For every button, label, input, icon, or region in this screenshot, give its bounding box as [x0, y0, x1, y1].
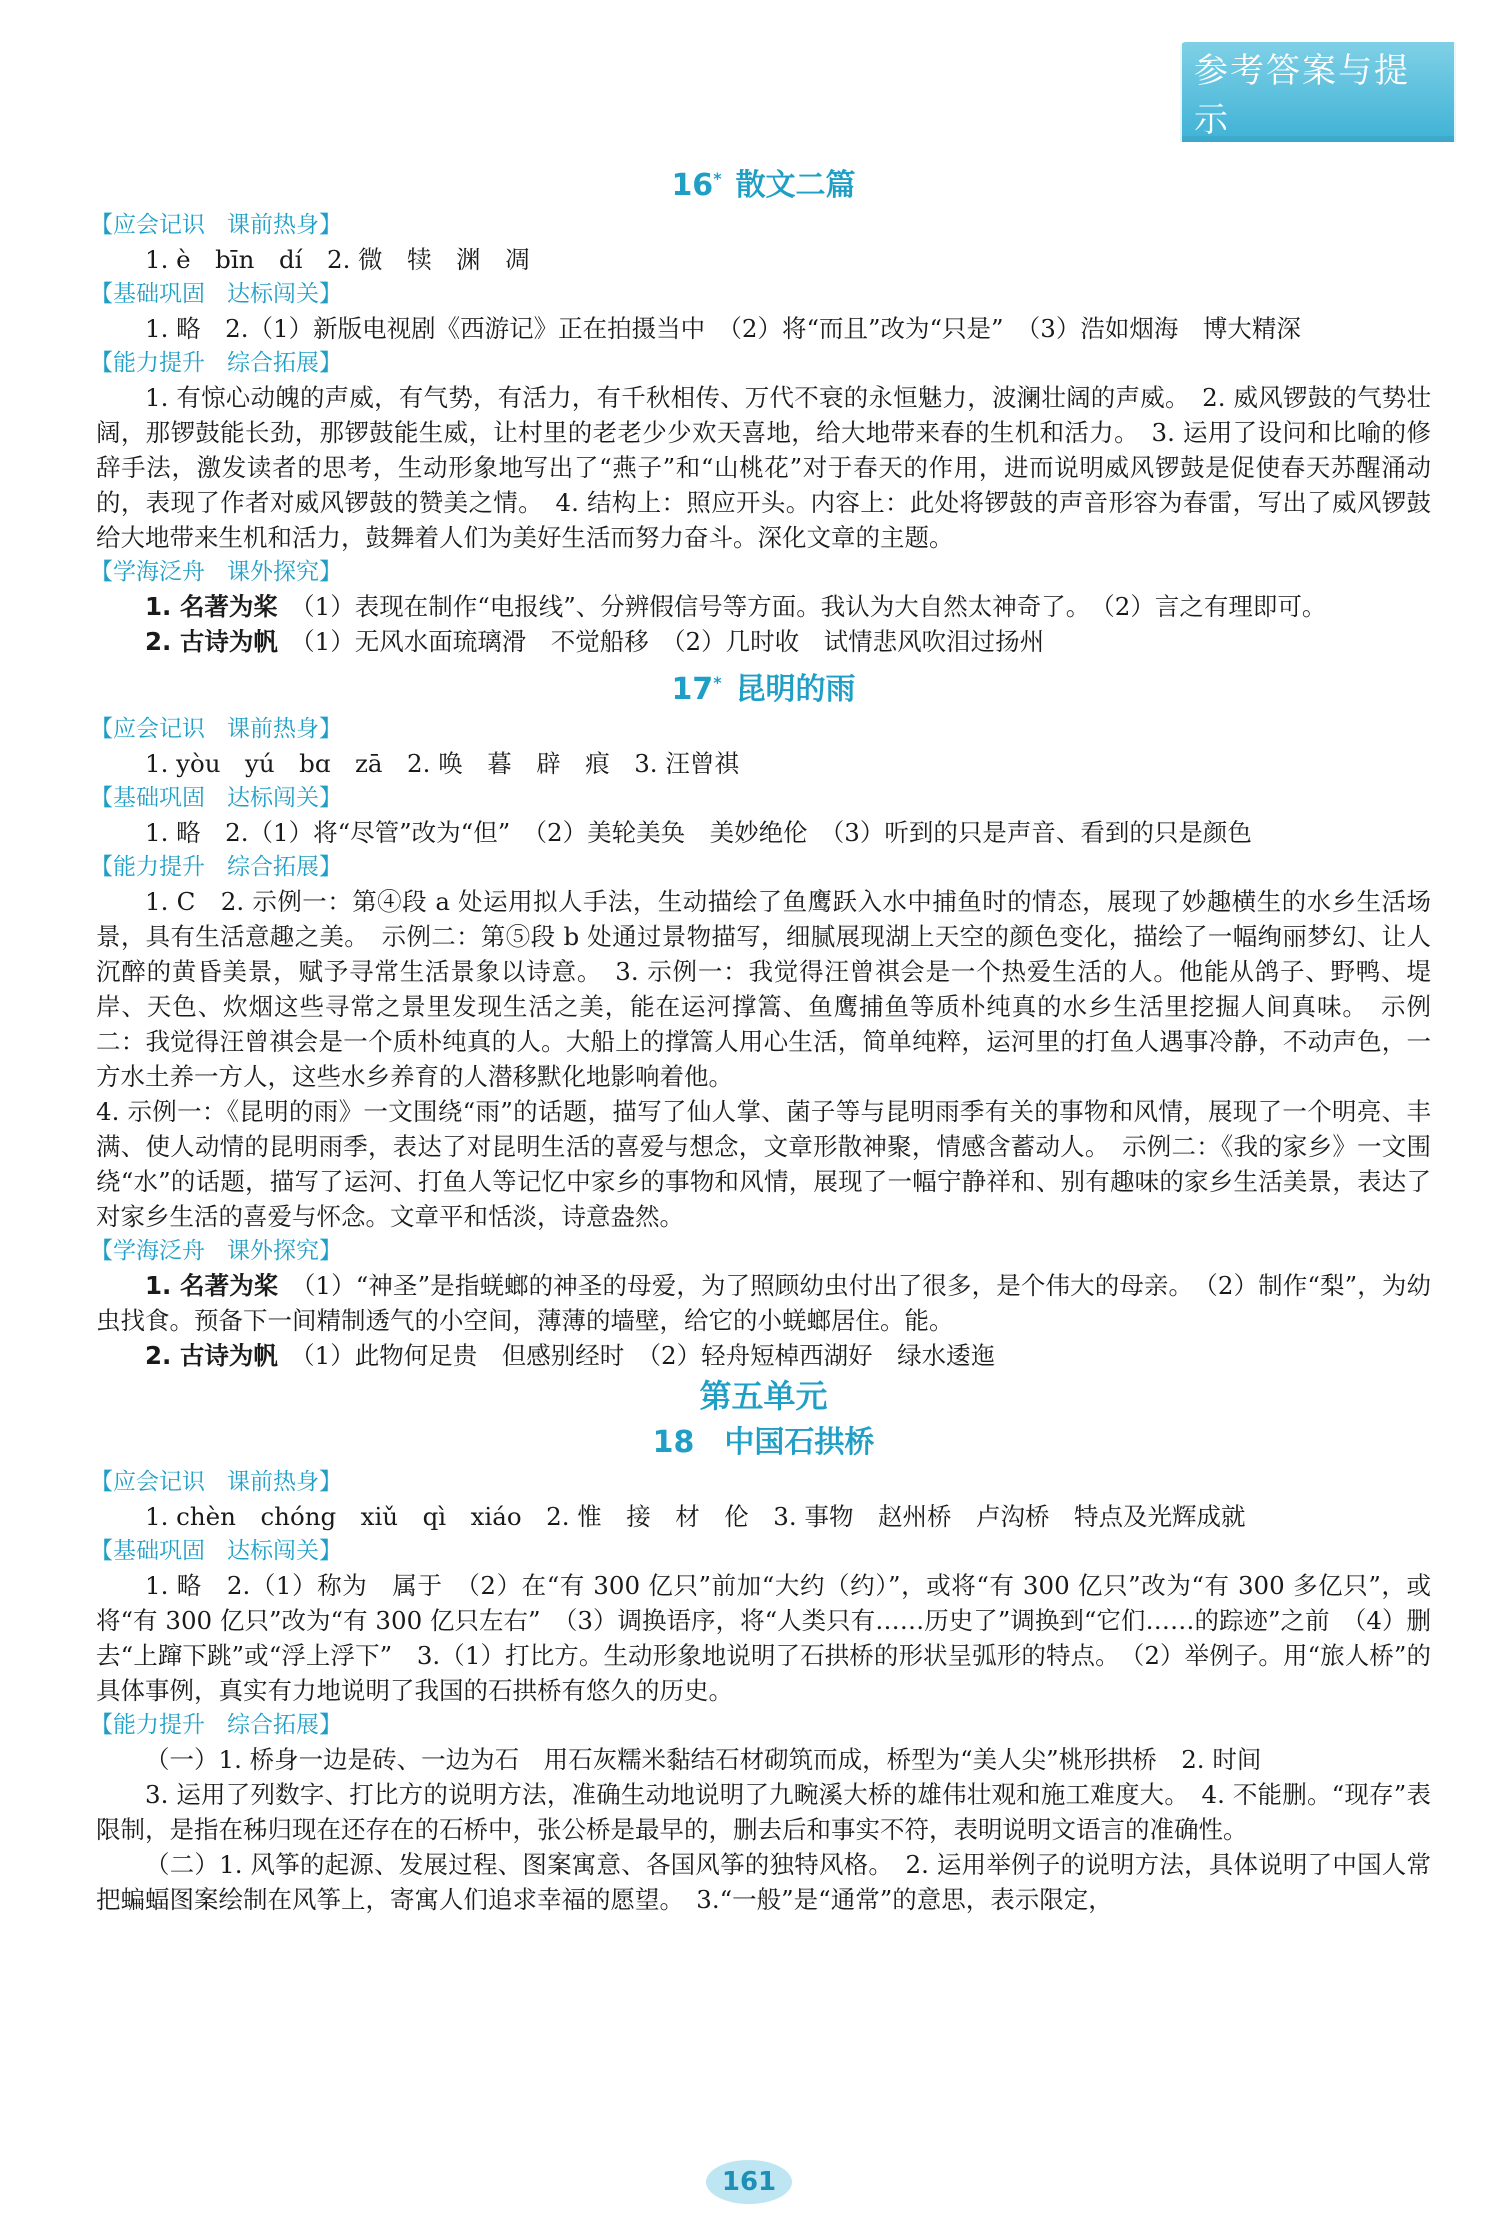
lesson-17-title: [96, 661, 1431, 712]
answer-paragraph: 1. 有惊心动魄的声威，有气势，有活力，有千秋相传、万代不衰的永恒魅力，波澜壮阔的声威。 2. 威风锣鼓的气势壮阔，那锣鼓能长劲，那锣鼓能生威，让村里的老老少少欢天喜地，给大地带来春的生机和活力。 3. 运用了设问和比喻的修辞手法，激发读者的思考，生动形象地写出了“燕子”和“山桃花”对于春天的作用，进而说明威风锣鼓是促使春天苏醒涌动的，表现了作者对威风锣鼓的赞美之情。 4. 结构上：照应开头。内容上：此处将锣鼓的声音形容为春雷，写出了威风锣鼓给大地带来生机和活力，鼓舞着人们为美好生活而努力奋斗。深化文章的主题。: [96, 383, 1431, 552]
section-heading: 【应会记识 课前热身】: [90, 1469, 342, 1495]
lesson-name: 中国石拱桥: [724, 1425, 875, 1460]
section-heading: 【基础巩固 达标闯关】: [90, 281, 342, 307]
page-content: [90, 155, 1431, 1917]
answer-paragraph: （一）1. 桥身一边是砖、一边为石 用石灰糯米黏结石材砌筑而成，桥型为“美人尖”桃形拱桥 2. 时间: [145, 1745, 1262, 1774]
lesson-16-title: [96, 157, 1431, 208]
answer-paragraph: 1. 略 2.（1）称为 属于 （2）在“有 300 亿只”前加“大约（约）”，或将“有 300 亿只”改为“有 300 多亿只”，或将“有 300 亿只”改为“有 300 亿只左右” （3）调换语序，将“人类只有……历史了”调换到“它们……的踪迹”之前 （4）删去“上蹿下跳”或“浮上浮下” 3.（1）打比方。生动形象地说明了石拱桥的形状呈弧形的特点。 （2）举例子。用“旅人桥”的具体事例，真实有力地说明了我国的石拱桥有悠久的历史。: [96, 1571, 1431, 1705]
optional-mark: *: [713, 673, 722, 692]
answer-paragraph: 1. C 2. 示例一：第④段 a 处运用拟人手法，生动描绘了鱼鹰跃入水中捕鱼时的情态，展现了妙趣横生的水乡生活场景，具有生活意趣之美。 示例二：第⑤段 b 处通过景物描写，细腻展现湖上天空的颜色变化，描绘了一幅绚丽梦幻、让人沉醉的黄昏美景，赋予寻常生活景象以诗意。 3. 示例一：我觉得汪曾祺会是一个热爱生活的人。他能从鸽子、野鸭、堤岸、天色、炊烟这些寻常之景里发现生活之美，能在运河撑篙、鱼鹰捕鱼等质朴纯真的水乡生活里挖掘人间真味。 示例二：我觉得汪曾祺会是一个质朴纯真的人。大船上的撑篙人用心生活，简单纯粹，运河里的打鱼人遇事冷静，不动声色，一方水土养一方人，这些水乡养育的人潜移默化地影响着他。: [96, 887, 1431, 1091]
answer-paragraph: 2. 古诗为帆 （1）无风水面琉璃滑 不觉船移 （2）几时收 试情悲风吹泪过扬州: [145, 627, 1045, 656]
answer-paragraph: （二）1. 风筝的起源、发展过程、图案寓意、各国风筝的独特风格。 2. 运用举例子的说明方法，具体说明了中国人常把蝙蝠图案绘制在风筝上，寄寓人们追求幸福的愿望。 3.“一般”是“通常”的意思，表示限定，: [96, 1850, 1431, 1914]
answer-paragraph: 1. chèn chóng xiǔ qì xiáo 2. 惟 接 材 伦 3. 事物 赵州桥 卢沟桥 特点及光辉成就: [145, 1502, 1246, 1531]
badge-label: 参考答案与提示: [1180, 33, 1456, 151]
answer-paragraph: 3. 运用了列数字、打比方的说明方法，准确生动地说明了九畹溪大桥的雄伟壮观和施工难度大。 4. 不能删。“现存”表限制，是指在秭归现在还存在的石桥中，张公桥是最早的，删去后和事实不符，表明说明文语言的准确性。: [96, 1780, 1431, 1844]
unit-title: 第五单元: [699, 1377, 828, 1415]
optional-mark: *: [713, 169, 722, 188]
section-heading: 【基础巩固 达标闯关】: [90, 785, 342, 811]
answer-paragraph: 4. 示例一：《昆明的雨》一文围绕“雨”的话题，描写了仙人掌、菌子等与昆明雨季有关的事物和风情，展现了一个明亮、丰满、使人动情的昆明雨季，表达了对昆明生活的喜爱与想念，文章形散神聚，情感含蓄动人。 示例二：《我的家乡》一文围绕“水”的话题，描写了运河、打鱼人等记忆中家乡的事物和风情，展现了一幅宁静祥和、别有趣味的家乡生活美景，表达了对家乡生活的喜爱与怀念。文章平和恬淡，诗意盎然。: [96, 1097, 1431, 1231]
section-heading: 【应会记识 课前热身】: [90, 212, 342, 238]
section-heading: 【学海泛舟 课外探究】: [90, 559, 342, 585]
answer-paragraph: 1. yòu yú bɑ zā 2. 唤 暮 辟 痕 3. 汪曾祺: [145, 749, 739, 778]
lesson-name: 散文二篇: [735, 168, 856, 203]
answer-paragraph: 2. 古诗为帆 （1）此物何足贵 但感别经时 （2）轻舟短棹西湖好 绿水逶迤: [145, 1341, 996, 1370]
answer-paragraph: 1. è bīn dí 2. 微 犊 渊 凋: [145, 245, 530, 274]
answer-paragraph: 1. 名著为桨 （1）“神圣”是指蜣螂的神圣的母爱，为了照顾幼虫付出了很多，是个伟大的母亲。 （2）制作“梨”，为幼虫找食。预备下一间精制透气的小空间，薄薄的墙壁，给它的小蜣螂居住。能。: [96, 1271, 1431, 1335]
section-heading: 【基础巩固 达标闯关】: [90, 1538, 342, 1564]
page-number: 161: [706, 2160, 792, 2204]
section-heading: 【能力提升 综合拓展】: [90, 350, 342, 376]
answer-paragraph: 1. 略 2.（1）新版电视剧《西游记》正在拍摄当中 （2）将“而且”改为“只是” （3）浩如烟海 博大精深: [145, 314, 1301, 343]
answer-paragraph: 1. 略 2.（1）将“尽管”改为“但” （2）美轮美奂 美妙绝伦 （3）听到的只是声音、看到的只是颜色: [145, 818, 1252, 847]
section-heading: 【应会记识 课前热身】: [90, 716, 342, 742]
section-heading: 【能力提升 综合拓展】: [90, 1712, 342, 1738]
lesson-number: 16: [671, 168, 714, 203]
section-heading: 【能力提升 综合拓展】: [90, 854, 342, 880]
answer-section-badge: [1180, 42, 1456, 142]
section-heading: 【学海泛舟 课外探究】: [90, 1238, 342, 1264]
lesson-name: 昆明的雨: [735, 672, 856, 707]
answer-paragraph: 1. 名著为桨 （1）表现在制作“电报线”、分辨假信号等方面。我认为大自然太神奇了。 （2）言之有理即可。: [145, 592, 1327, 621]
lesson-number: 17: [671, 672, 714, 707]
lesson-number: 18: [652, 1425, 695, 1460]
lesson-18-title: [96, 1421, 1431, 1465]
